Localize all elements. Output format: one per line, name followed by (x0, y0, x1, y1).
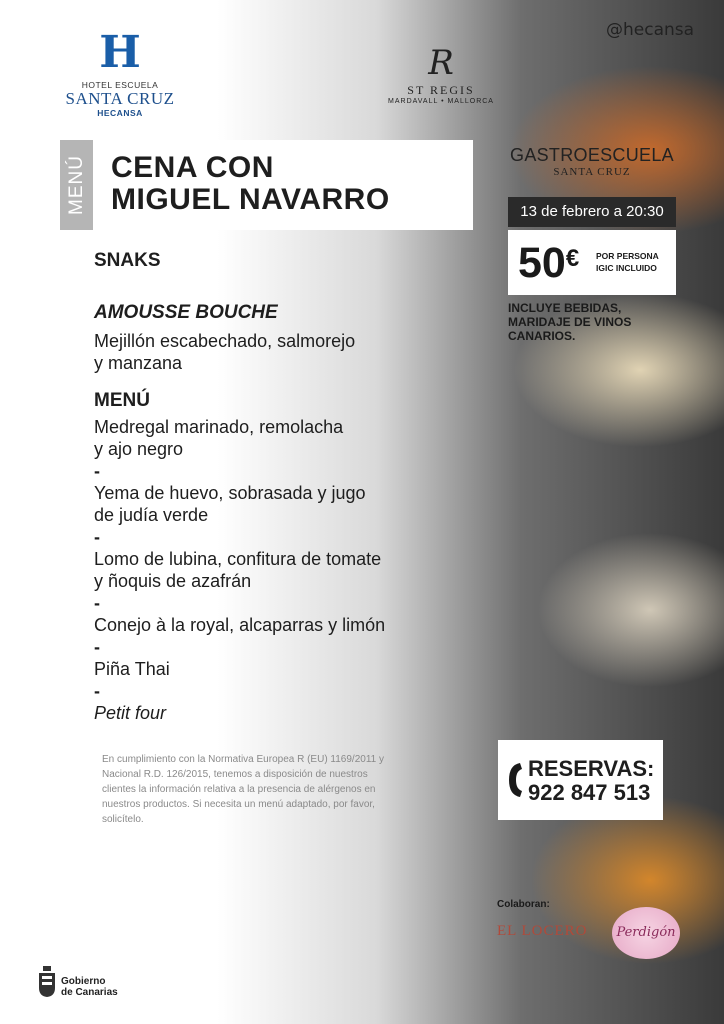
menu-item-2-line2: de judía verde (94, 505, 209, 525)
euro-symbol: € (565, 245, 580, 272)
includes-3: CANARIOS. (508, 329, 576, 343)
price-note-2: IGIC INCLUIDO (596, 263, 657, 273)
menu-side-label (60, 140, 93, 230)
el-locero-logo: EL LOCERO (497, 923, 588, 939)
reservations-phone: 922 847 513 (528, 780, 651, 805)
amouse-line2: y manzana (94, 353, 183, 373)
section-snaks: SNAKS (94, 250, 161, 271)
price-box (508, 230, 676, 295)
menu-item-3-line1: Lomo de lubina, confitura de tomate (94, 549, 382, 569)
price-value: 50 (518, 239, 566, 287)
section-amouse: AMOUSSE BOUCHE (94, 302, 278, 323)
gastroescuela-city: SANTA CRUZ (553, 166, 631, 178)
includes-2: MARIDAJE DE VINOS (508, 315, 632, 329)
st-regis-location: MARDAVALL • MALLORCA (388, 98, 494, 105)
allergen-line1: En cumplimiento con la Normativa Europea R (EU) 1169/2011 y (102, 754, 384, 765)
hotel-escuela-logo (50, 27, 190, 118)
price-amount (518, 240, 579, 286)
menu-content (94, 250, 454, 724)
amouse-line1: Mejillón escabechado, salmorejo (94, 331, 356, 351)
hotel-h-mark: H (99, 27, 141, 78)
title-line1: CENA CON (111, 151, 274, 184)
price-note (596, 250, 659, 274)
title-line2: MIGUEL NAVARRO (111, 183, 390, 216)
gobierno-line1: Gobierno (61, 976, 106, 987)
gastroescuela-name: GASTROESCUELA (510, 145, 674, 165)
allergen-line5: solicítelo. (102, 814, 144, 825)
reservations-label: RESERVAS: (528, 756, 655, 781)
st-regis-logo (385, 45, 497, 105)
reservations-box (498, 740, 663, 820)
st-regis-monogram: R (428, 43, 454, 83)
hotel-logo-line1: HOTEL ESCUELA (81, 80, 159, 90)
menu-separator: - (94, 461, 100, 481)
menu-side-text: MENÚ (65, 155, 87, 215)
perdigon-logo: Perdigón (612, 907, 680, 959)
title-box (93, 140, 473, 230)
menu-item-4: Conejo à la royal, alcaparras y limón (94, 615, 386, 635)
allergen-line4: nuestros productos. Si necesita un menú adaptado, por favor, (102, 799, 375, 810)
menu-item-2-line1: Yema de huevo, sobrasada y jugo (94, 483, 366, 503)
allergen-line2: Nacional R.D. 126/2015, tenemos a disposición de nuestros (102, 769, 368, 780)
menu-item-1-line1: Medregal marinado, remolacha (94, 417, 344, 437)
includes-1: INCLUYE BEBIDAS, (508, 301, 622, 315)
sponsors-label: Colaboran: (497, 899, 550, 910)
gobierno-line2: de Canarias (61, 987, 118, 998)
crest-icon (37, 966, 57, 998)
includes-note (508, 301, 678, 343)
menu-separator: - (94, 593, 100, 613)
event-date: 13 de febrero a 20:30 (508, 197, 676, 227)
menu-item-5: Piña Thai (94, 659, 170, 679)
social-handle: @hecansa (606, 20, 695, 40)
gobierno-text (61, 976, 118, 998)
phone-icon (507, 761, 523, 799)
hotel-logo-line2: SANTA CRUZ (65, 89, 175, 108)
menu-separator: - (94, 681, 100, 701)
menu-separator: - (94, 527, 100, 547)
gastroescuela-logo (507, 145, 677, 178)
menu-item-6: Petit four (94, 703, 167, 723)
hotel-logo-line3: HECANSA (97, 108, 143, 118)
menu-item-3-line2: y ñoquis de azafrán (94, 571, 252, 591)
price-note-1: POR PERSONA (596, 251, 659, 261)
menu-separator: - (94, 637, 100, 657)
allergen-notice (102, 752, 432, 827)
st-regis-name: ST REGIS (407, 83, 475, 97)
section-menu: MENÚ (94, 390, 150, 411)
menu-item-1-line2: y ajo negro (94, 439, 184, 459)
allergen-line3: clientes la información relativa a la presencia de alérgenos en (102, 784, 376, 795)
